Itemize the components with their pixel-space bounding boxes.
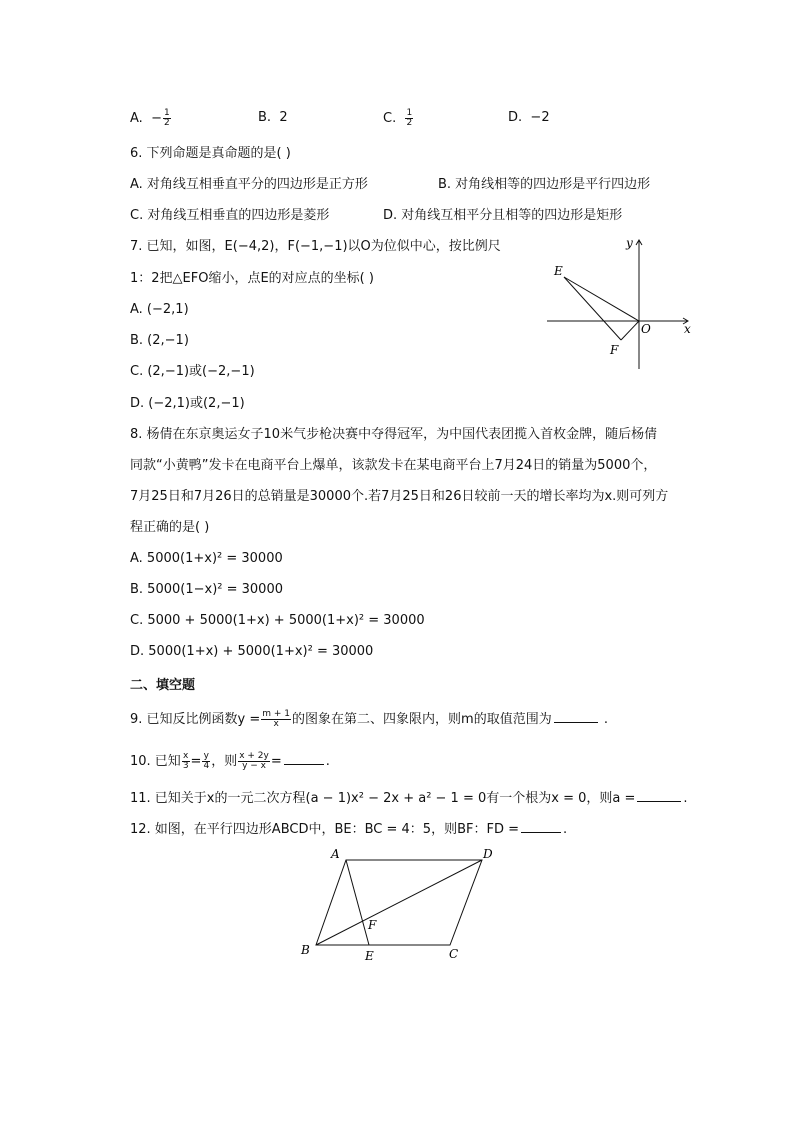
q6-option-b: B. 对角线相等的四边形是平行四边形 [438, 177, 651, 192]
segment-AE [346, 860, 369, 945]
q6-option-c: C. 对角线互相垂直的四边形是菱形 [130, 208, 330, 223]
section-title-fill-in: 二、填空题 [130, 678, 196, 693]
label-E: E [365, 949, 374, 963]
q8-stem-line1: 8. 杨倩在东京奥运女子10米气步枪决赛中夺得冠军，为中国代表团揽入首枚金牌，随后杨倩 [130, 427, 658, 442]
q9-answer-blank[interactable] [554, 710, 598, 723]
label-A: A [331, 847, 340, 861]
q7-option-c: C. (2,−1)或(−2,−1) [130, 364, 255, 379]
q12-parallelogram-figure [296, 843, 506, 968]
q5-option-a: A. − $\frac{1}{2}$ [130, 108, 170, 128]
label-E: E [554, 264, 563, 278]
q9-stem: 9. 已知反比例函数y = $\frac{m + 1}{x}$ 的图象在第二、四象限内，则m的取值范围为 . [130, 709, 608, 729]
label-B: B [301, 943, 310, 957]
q8-stem-line2: 同款“小黄鸭”发卡在电商平台上爆单，该款发卡在某电商平台上7月24日的销量为5000个， [130, 458, 657, 473]
q7-option-d: D. (−2,1)或(2,−1) [130, 396, 245, 411]
q8-option-d: D. 5000(1+x) + 5000(1+x)² = 30000 [130, 644, 374, 659]
q8-option-b: B. 5000(1−x)² = 30000 [130, 582, 283, 597]
q7-option-b: B. (2,−1) [130, 333, 189, 348]
q8-stem-line3: 7月25日和7月26日的总销量是30000个.若7月25日和26日较前一天的增长率均为x.则可列方 [130, 489, 669, 504]
q5-option-b: B. 2 [258, 110, 288, 125]
q11-stem: 11. 已知关于x的一元二次方程(a − 1)x² − 2x + a² − 1 = 0有一个根为x = 0，则a = . [130, 791, 688, 806]
segment-FO [621, 321, 639, 340]
label-D: D [483, 847, 493, 861]
label-F: F [368, 918, 377, 932]
q7-option-a: A. (−2,1) [130, 302, 189, 317]
q6-stem: 6. 下列命题是真命题的是( ) [130, 146, 291, 161]
label-O: O [641, 322, 651, 336]
q8-option-c: C. 5000 + 5000(1+x) + 5000(1+x)² = 30000 [130, 613, 425, 628]
q7-stem-line1: 7. 已知，如图，E(−4,2)，F(−1,−1)以O为位似中心，按比例尺 [130, 239, 501, 254]
q6-option-a: A. 对角线互相垂直平分的四边形是正方形 [130, 177, 368, 192]
q10-stem: 10. 已知 $\frac{x}{3}$ = $\frac{y}{4}$ ，则 $\frac{x + 2y}{y - x}$ = . [130, 751, 330, 771]
q7-stem-line2: 1：2把△EFO缩小，点E的对应点的坐标( ) [130, 271, 374, 286]
label-x: x [684, 322, 691, 336]
label-C: C [449, 947, 459, 961]
segment-BD [316, 860, 482, 945]
q11-answer-blank[interactable] [637, 789, 681, 802]
q7-coordinate-figure [540, 232, 700, 374]
q6-option-d: D. 对角线互相平分且相等的四边形是矩形 [383, 208, 623, 223]
q8-stem-line4: 程正确的是( ) [130, 520, 210, 535]
label-F: F [610, 343, 619, 357]
segment-EF [564, 277, 621, 340]
q5-option-c: C. $\frac{1}{2}$ [383, 108, 413, 128]
q5-option-d: D. −2 [508, 110, 550, 125]
q12-stem: 12. 如图，在平行四边形ABCD中，BE：BC = 4：5，则BF：FD = . [130, 822, 568, 837]
label-y: y [626, 236, 633, 250]
q8-option-a: A. 5000(1+x)² = 30000 [130, 551, 283, 566]
q12-answer-blank[interactable] [521, 820, 561, 833]
segment-EO [564, 277, 639, 321]
q10-answer-blank[interactable] [284, 752, 324, 765]
